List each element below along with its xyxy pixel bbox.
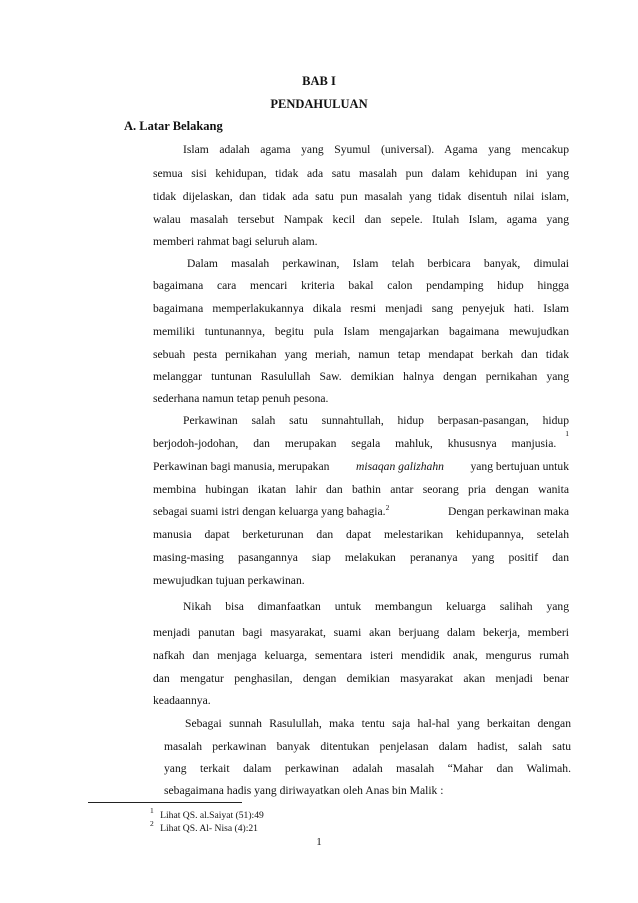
body-line: memberi rahmat bagi seluruh alam. — [153, 235, 318, 248]
body-line: melanggar tuntunan Rasulullah Saw. demikian halnya dengan pernikahan yang — [153, 370, 569, 383]
chapter-title: PENDAHULUAN — [270, 97, 368, 111]
body-line-text: berjodoh-jodohan, dan merupakan segala mahluk, khususnya manjusia. — [153, 437, 557, 450]
body-line: nafkah dan menjaga keluarga, sementara isteri mendidik anak, mengurus rumah — [153, 649, 569, 662]
body-line: sebagaimana hadis yang diriwayatkan oleh Anas bin Malik : — [164, 784, 444, 797]
body-line: bagaimana cara mencari kriteria bakal calon pendamping hidup hingga — [153, 279, 569, 292]
footnote-mark: 2 — [150, 819, 154, 828]
footnote-ref: 1 — [565, 429, 569, 438]
body-line-text: Dengan perkawinan maka — [447, 505, 569, 518]
body-line: mewujudkan tujuan perkawinan. — [153, 574, 305, 587]
body-line — [153, 502, 569, 522]
body-line: manusia dapat berketurunan dan dapat melestarikan kehidupannya, setelah — [153, 528, 569, 541]
footnote-ref: 2 — [385, 503, 390, 512]
body-line: memiliki tuntunannya, begitu pula Islam mengajarkan bagaimana mewujudkan — [153, 325, 569, 338]
body-line: yang terkait dalam perkawinan adalah masalah “Mahar dan Walimah. — [164, 762, 571, 775]
footnote — [150, 806, 264, 822]
body-line: dan mengatur penghasilan, dengan demikian masyarakat akan menjadi benar — [153, 672, 569, 685]
page-number: 1 — [316, 836, 322, 848]
body-line: keadaannya. — [153, 694, 211, 707]
chapter-heading: BAB I — [302, 74, 336, 88]
body-line: semua sisi kehidupan, tidak ada satu masalah pun dalam kehidupan ini yang — [153, 167, 569, 180]
body-line: Nikah bisa dimanfaatkan untuk membangun keluarga salihah yang — [183, 600, 569, 613]
body-line-text: Perkawinan bagi manusia, merupakan — [153, 460, 330, 473]
italic-term: misaqan galizhahn — [355, 460, 444, 473]
body-line: Islam adalah agama yang Syumul (universal). Agama yang mencakup — [183, 143, 569, 156]
footnote-text: Lihat QS. Al- Nisa (4):21 — [160, 823, 258, 834]
body-line: menjadi panutan bagi masyarakat, suami akan berjuang dalam bekerja, memberi — [153, 626, 569, 639]
body-line: membina hubingan ikatan lahir dan bathin antar seorang pria dengan wanita — [153, 483, 569, 496]
body-line: Perkawinan salah satu sunnahtullah, hidup berpasan-pasangan, hidup — [183, 414, 569, 427]
body-line: Sebagai sunnah Rasulullah, maka tentu saja hal-hal yang berkaitan dengan — [185, 717, 571, 730]
body-line: sebuah pesta pernikahan yang meriah, namun tetap mendapat berkah dan tidak — [153, 348, 569, 361]
body-line-part: sebagai suami istri dengan keluarga yang bahagia. — [153, 505, 386, 518]
footnote-mark: 1 — [150, 806, 154, 815]
body-line: bagaimana memperlakukannya dikala resmi menjadi sang penyejuk hati. Islam — [153, 302, 569, 315]
body-line — [153, 457, 569, 477]
body-line: masalah perkawinan banyak ditentukan penjelasan dalam hadist, salah satu — [164, 740, 571, 753]
body-line: walau masalah tersebut Nampak kecil dan sepele. Itulah Islam, agama yang — [153, 213, 569, 226]
footnote — [150, 819, 258, 835]
footnote-separator — [88, 802, 242, 803]
body-line: Dalam masalah perkawinan, Islam telah berbicara banyak, dimulai — [187, 257, 569, 270]
body-line — [153, 429, 569, 454]
body-line: sederhana namun tetap penuh pesona. — [153, 392, 329, 405]
body-line-text: yang bertujuan untuk — [470, 460, 569, 473]
footnote-text: Lihat QS. al.Saiyat (51):49 — [160, 810, 264, 821]
section-heading: A. Latar Belakang — [124, 119, 223, 133]
body-line: masing-masing pasangannya siap melakukan perananya yang positif dan — [153, 551, 569, 564]
body-line-text — [153, 502, 389, 522]
body-line: tidak dijelaskan, dan tidak ada satu pun masalah yang tidak disentuh nilai islam, — [153, 190, 569, 203]
